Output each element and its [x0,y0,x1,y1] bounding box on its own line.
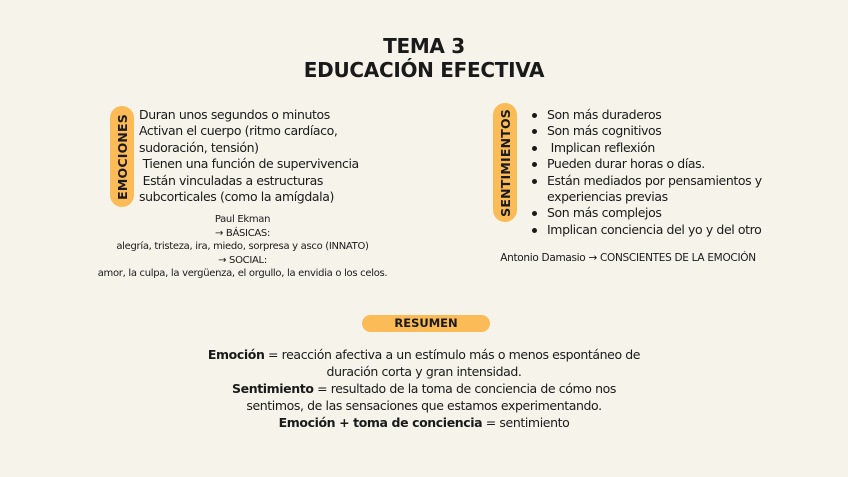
resumen-label-pill [362,315,490,332]
ekman-basicas-label: → BÁSICAS: [214,227,271,239]
title-line-2: EDUCACIÓN EFECTIVA [303,58,545,82]
damasio-text: Antonio Damasio → CONSCIENTES DE LA EMOCIÓN [500,252,756,264]
sentimientos-item: Pueden durar horas o días. [530,156,762,172]
emociones-label: EMOCIONES [114,113,130,200]
ekman-social-text: amor, la culpa, la vergüenza, el orgullo, la envidia o los celos. [97,268,388,279]
ekman-author: Paul Ekman [214,214,271,225]
sentimientos-item: Implican conciencia del yo y del otro [530,222,762,238]
emociones-label-pill [110,106,134,207]
page-title [0,34,848,82]
resumen-formula-line [0,414,848,431]
emocion-definition-cont: duración corta y gran intensidad. [326,364,522,379]
sentimientos-list [530,107,762,238]
emocion-term: Emoción [207,347,265,362]
resumen-text [0,346,848,431]
ekman-basicas-text: alegría, tristeza, ira, miedo, sorpresa y asco (INNATO) [116,241,369,252]
sentimientos-item: Están mediados por pensamientos y [530,173,762,189]
sentimiento-definition-cont: sentimos, de las sensaciones que estamos experimentando. [246,398,602,413]
sentimientos-item: Son más cognitivos [530,123,762,139]
emociones-line: Duran unos segundos o minutos [139,107,330,122]
sentimientos-item-continuation: experiencias previas [547,189,668,205]
resumen-emocion-line [0,346,848,363]
damasio-note [486,252,770,266]
resumen-sentimiento-line [0,380,848,397]
formula-result: = sentimiento [482,415,570,430]
ekman-block [80,213,405,281]
sentimiento-definition: = resultado de la toma de conciencia de cómo nos [313,381,616,396]
ekman-social-label: → SOCIAL: [218,254,267,266]
emociones-line: subcorticales (como la amígdala) [139,189,334,205]
sentimientos-label-pill [493,103,517,222]
emociones-line: Activan el cuerpo (ritmo cardíaco, [139,123,338,139]
emociones-line: sudoración, tensión) [139,139,259,155]
resumen-label: RESUMEN [394,316,458,330]
sentimiento-term: Sentimiento [232,381,314,396]
title-line-1: TEMA 3 [383,34,465,58]
emociones-list [139,107,359,205]
sentimientos-label: SENTIMIENTOS [497,108,513,217]
emociones-line: Están vinculadas a estructuras [139,172,324,188]
sentimientos-item: Implican reflexión [530,140,762,156]
sentimientos-item: Son más duraderos [530,107,762,123]
emociones-line: Tienen una función de supervivencia [139,156,359,172]
sentimientos-item: Son más complejos [530,205,762,221]
formula-term: Emoción + toma de conciencia [278,415,483,430]
emocion-definition: = reacción afectiva a un estímulo más o menos espontáneo de [264,347,641,362]
